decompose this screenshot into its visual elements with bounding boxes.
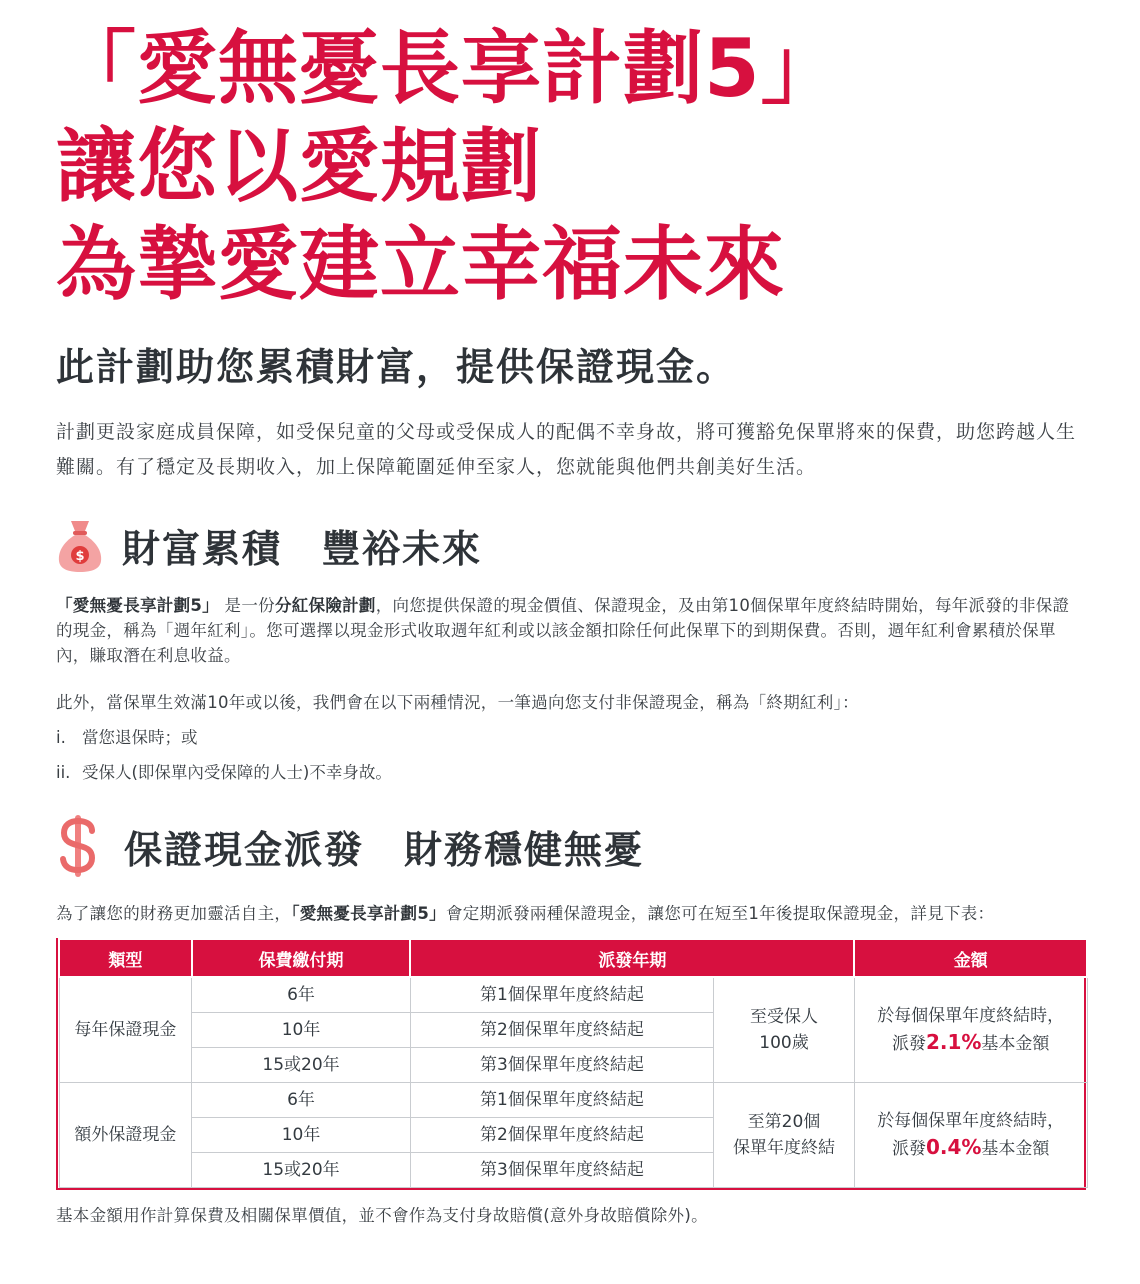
list-item: [56, 760, 1086, 785]
cell-term: 6年: [192, 977, 411, 1013]
wealth-p1-part-a: 是一份: [224, 596, 275, 615]
table-row: [59, 1083, 1087, 1118]
header-payout-period: 派發年期: [410, 939, 854, 977]
cell-until-line-2: 100歲: [759, 1033, 809, 1053]
cell-amount: [854, 1083, 1087, 1188]
hero-line-1: 「愛無憂長享計劃5」: [56, 22, 842, 115]
section-cash-label: 保證現金派發 財務穩健無憂: [124, 827, 645, 872]
cell-until: [714, 977, 855, 1083]
table-header-row: [59, 939, 1087, 977]
cell-type: 每年保證現金: [59, 977, 192, 1083]
list-item-text: 受保人(即保單內受保障的人士)不幸身故。: [82, 763, 392, 782]
cell-until-line-1: 至受保人: [750, 1007, 818, 1027]
cell-term: 6年: [192, 1083, 411, 1118]
svg-text:$: $: [75, 549, 85, 564]
section-wealth-title: [56, 515, 1086, 575]
header-amount: 金額: [854, 939, 1087, 977]
list-item-number: ii.: [56, 763, 71, 782]
cell-term: 10年: [192, 1118, 411, 1153]
amount-percentage: 0.4%: [925, 1135, 982, 1159]
dollar-sign-icon: [58, 813, 98, 879]
cell-start: 第2個保單年度終結起: [410, 1118, 713, 1153]
wealth-paragraph-2: 此外，當保單生效滿10年或以後，我們會在以下兩種情況，一筆過向您支付非保證現金，稱為「終期紅利」：: [56, 693, 859, 712]
cash-p-part-b: 會定期派發兩種保證現金，讓您可在短至1年後提取保證現金，詳見下表：: [445, 904, 995, 923]
plan-name: 「愛無憂長享計劃5」: [56, 596, 219, 615]
cell-amount-line-1: 於每個保單年度終結時，: [877, 1111, 1065, 1131]
cell-term: 10年: [192, 1013, 411, 1048]
cell-start: 第1個保單年度終結起: [410, 1083, 713, 1118]
header-type: 類型: [59, 939, 192, 977]
amount-suffix: 基本金額: [981, 1034, 1050, 1054]
cell-start: 第3個保單年度終結起: [410, 1048, 713, 1083]
table-row: [59, 977, 1087, 1013]
money-bag-icon: [56, 517, 104, 573]
list-item-text: 當您退保時；或: [82, 728, 198, 747]
cell-amount-line-2: [855, 1134, 1087, 1162]
subheading: 此計劃助您累積財富，提供保證現金。: [56, 345, 737, 389]
cell-term: 15或20年: [192, 1153, 411, 1188]
cell-amount-line-2: [855, 1029, 1087, 1057]
section-cash-title: [56, 811, 1086, 881]
footnote: 基本金額用作計算保費及相關保單價值，並不會作為支付身故賠償(意外身故賠償除外)。: [56, 1206, 708, 1225]
amount-prefix: 派發: [891, 1139, 926, 1159]
hero-line-3: 為摯愛建立幸福未來: [56, 218, 785, 311]
cell-term: 15或20年: [192, 1048, 411, 1083]
cell-until-line-2: 保單年度終結: [733, 1138, 835, 1158]
list-item: [56, 725, 1086, 750]
wealth-paragraph-1: [56, 593, 1086, 668]
cell-start: 第3個保單年度終結起: [410, 1153, 713, 1188]
wealth-p1-part-b: ，向您提供保證的現金價值、保證現金，及由第10個保單年度終結時開始，每年派發的非保證的現金，稱為「週年紅利」。您可選擇以現金形式收取週年紅利或以該金額扣除任何此保單下的到期保費。否則，週年紅利會累積於保單內，賺取潛在利息收益。: [56, 596, 1070, 665]
plan-name: 「愛無憂長享計劃5」: [291, 904, 446, 923]
cash-table: [58, 938, 1088, 1188]
cell-until-line-1: 至第20個: [747, 1112, 821, 1132]
participating-plan-term: 分紅保險計劃: [274, 596, 376, 615]
cell-type: 額外保證現金: [59, 1083, 192, 1188]
hero-line-2: 讓您以愛規劃: [56, 120, 542, 213]
cash-paragraph: [56, 901, 1086, 926]
cell-until: [714, 1083, 855, 1188]
page: [56, 0, 1086, 1226]
amount-percentage: 2.1%: [925, 1030, 982, 1054]
cash-p-part-a: 為了讓您的財務更加靈活自主，: [56, 904, 292, 923]
cash-table-wrapper: [56, 938, 1086, 1190]
cell-amount: [854, 977, 1087, 1083]
amount-prefix: 派發: [891, 1034, 926, 1054]
section-wealth-label: 財富累積 豐裕未來: [122, 526, 483, 571]
cell-start: 第2個保單年度終結起: [410, 1013, 713, 1048]
cell-amount-line-1: 於每個保單年度終結時，: [877, 1006, 1065, 1026]
amount-suffix: 基本金額: [981, 1139, 1050, 1159]
intro-paragraph: 計劃更設家庭成員保障，如受保兒童的父母或受保成人的配偶不幸身故，將可獲豁免保單將來的保費，助您跨越人生難關。有了穩定及長期收入，加上保障範圍延伸至家人，您就能與他們共創美好生活。: [56, 421, 1077, 478]
list-item-number: i.: [56, 728, 66, 747]
cell-start: 第1個保單年度終結起: [410, 977, 713, 1013]
hero-title: [56, 20, 1086, 314]
header-payment-term: 保費繳付期: [192, 939, 411, 977]
